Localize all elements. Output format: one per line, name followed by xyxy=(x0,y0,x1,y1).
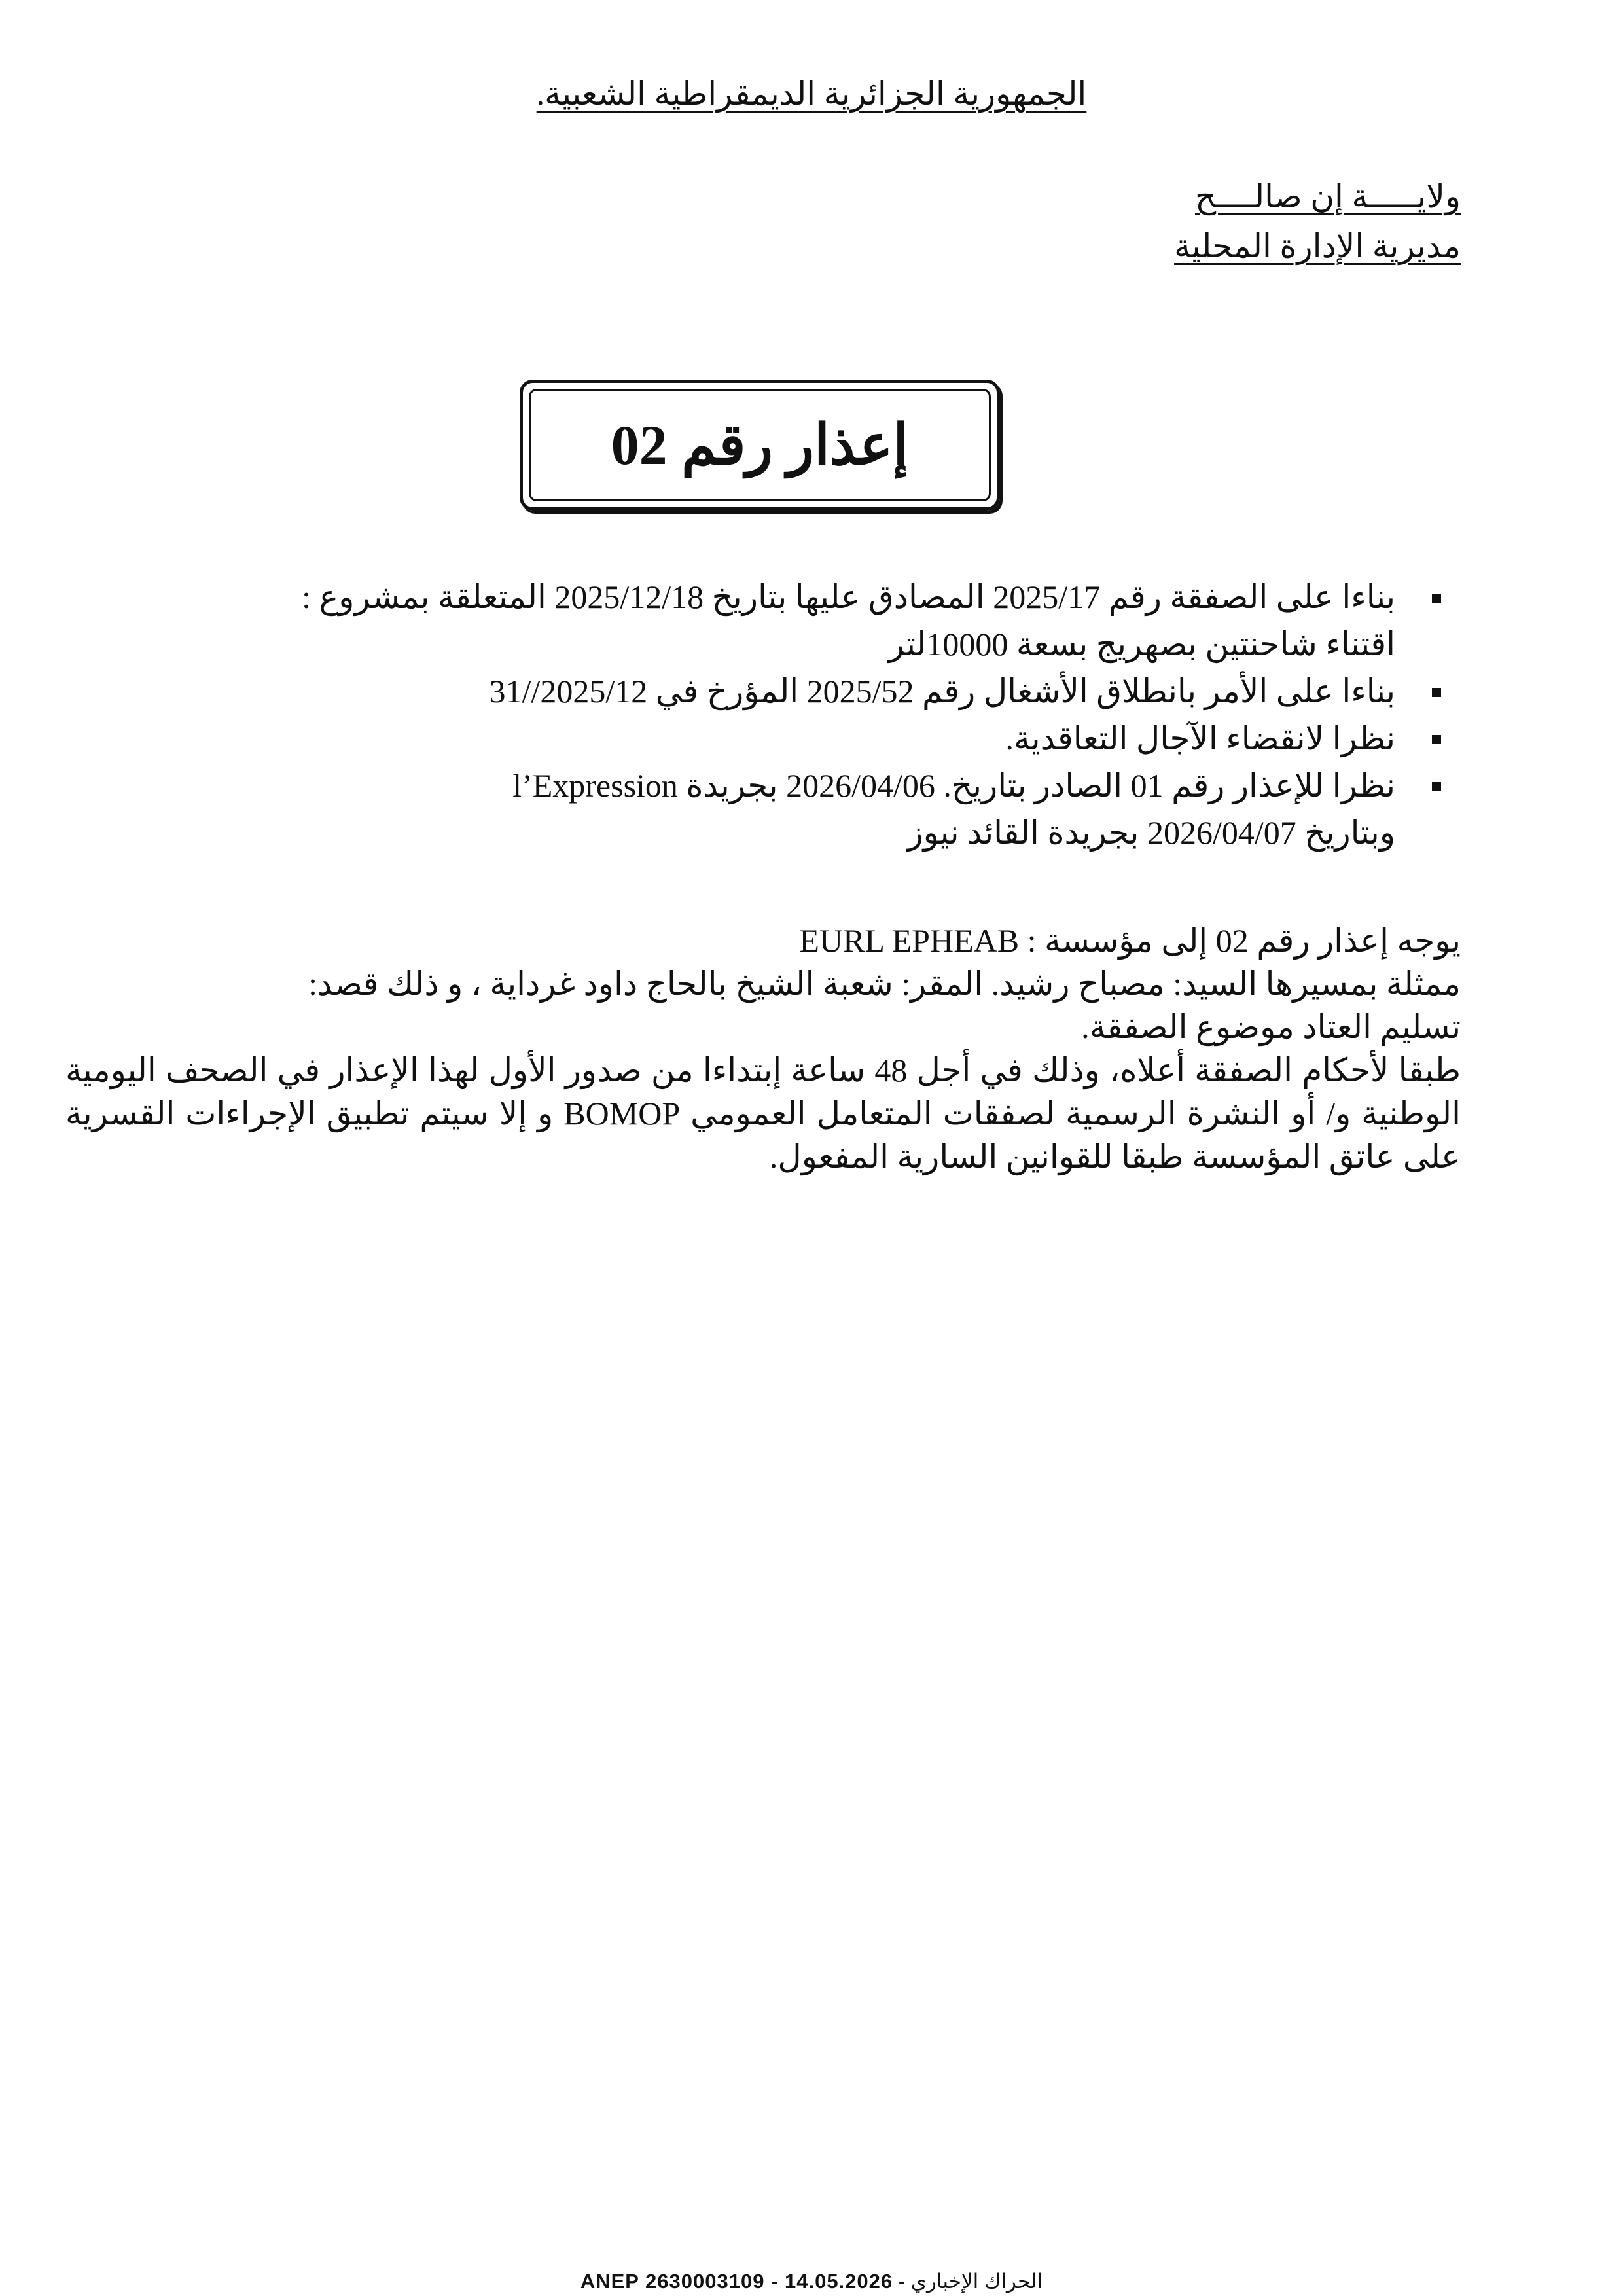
footer-source: الحراك الإخباري xyxy=(910,2270,1043,2293)
wilaya-name: ولايـــــة إن صالــــح xyxy=(1194,178,1461,215)
footer-reference: ANEP 2630003109 - 14.05.2026 xyxy=(580,2270,893,2293)
consideration-item xyxy=(124,668,1461,715)
consideration-item xyxy=(124,762,1461,856)
square-bullet-icon xyxy=(1432,688,1441,697)
square-bullet-icon xyxy=(1432,782,1441,791)
consideration-text-continued: وبتاريخ 2026/04/07 بجريدة القائد نيوز xyxy=(907,814,1395,851)
consideration-text: نظرا للإعذار رقم 01 الصادر بتاريخ. 2026/04/06 بجريدة l’Expression xyxy=(512,767,1395,804)
notice-purpose: تسليم العتاد موضوع الصفقة. xyxy=(1081,1009,1461,1045)
consideration-text: بناءا على الصفقة رقم 2025/17 المصادق عليها بتاريخ 2025/12/18 المتعلقة بمشروع : xyxy=(302,579,1395,615)
notice-addressee: يوجه إعذار رقم 02 إلى مؤسسة : EURL EPHEAB xyxy=(799,922,1461,959)
publication-footer xyxy=(0,2270,1623,2293)
directorate-name: مديرية الإدارة المحلية xyxy=(1174,228,1461,264)
notice-terms: طبقا لأحكام الصفقة أعلاه، وذلك في أجل 48 ساعة إبتداءا من صدور الأول لهذا الإعذار في الصحف اليومية الوطنية و/ أو النشرة الرسمية لصفقات المتعامل العمومي BOMOP و إلا سيتم تطبيق الإجراءات القسرية على عاتق المؤسسة طبقا للقوانين السارية المفعول. xyxy=(65,1052,1461,1175)
square-bullet-icon xyxy=(1432,594,1441,603)
square-bullet-icon xyxy=(1432,735,1441,744)
consideration-item xyxy=(124,715,1461,762)
notice-representative: ممثلة بمسيرها السيد: مصباح رشيد. المقر: شعبة الشيخ بالحاج داود غرداية ، و ذلك قصد: xyxy=(308,965,1461,1002)
republic-name: الجمهورية الجزائرية الديمقراطية الشعبية. xyxy=(536,75,1087,112)
consideration-text-continued: اقتناء شاحنتين بصهريج بسعة 10000لتر xyxy=(888,626,1395,662)
consideration-text: بناءا على الأمر بانطلاق الأشغال رقم 2025/52 المؤرخ في 2025/12//31 xyxy=(489,673,1395,709)
considerations-list xyxy=(124,573,1461,856)
title-box xyxy=(520,380,1000,511)
footer-separator: - xyxy=(893,2270,911,2293)
republic-header xyxy=(0,71,1623,117)
notice-body xyxy=(65,919,1461,1178)
consideration-item xyxy=(124,573,1461,668)
consideration-text: نظرا لانقضاء الآجال التعاقدية. xyxy=(1005,720,1395,757)
document-title: إعذار رقم 02 xyxy=(529,389,991,501)
issuing-authority xyxy=(1174,171,1461,271)
